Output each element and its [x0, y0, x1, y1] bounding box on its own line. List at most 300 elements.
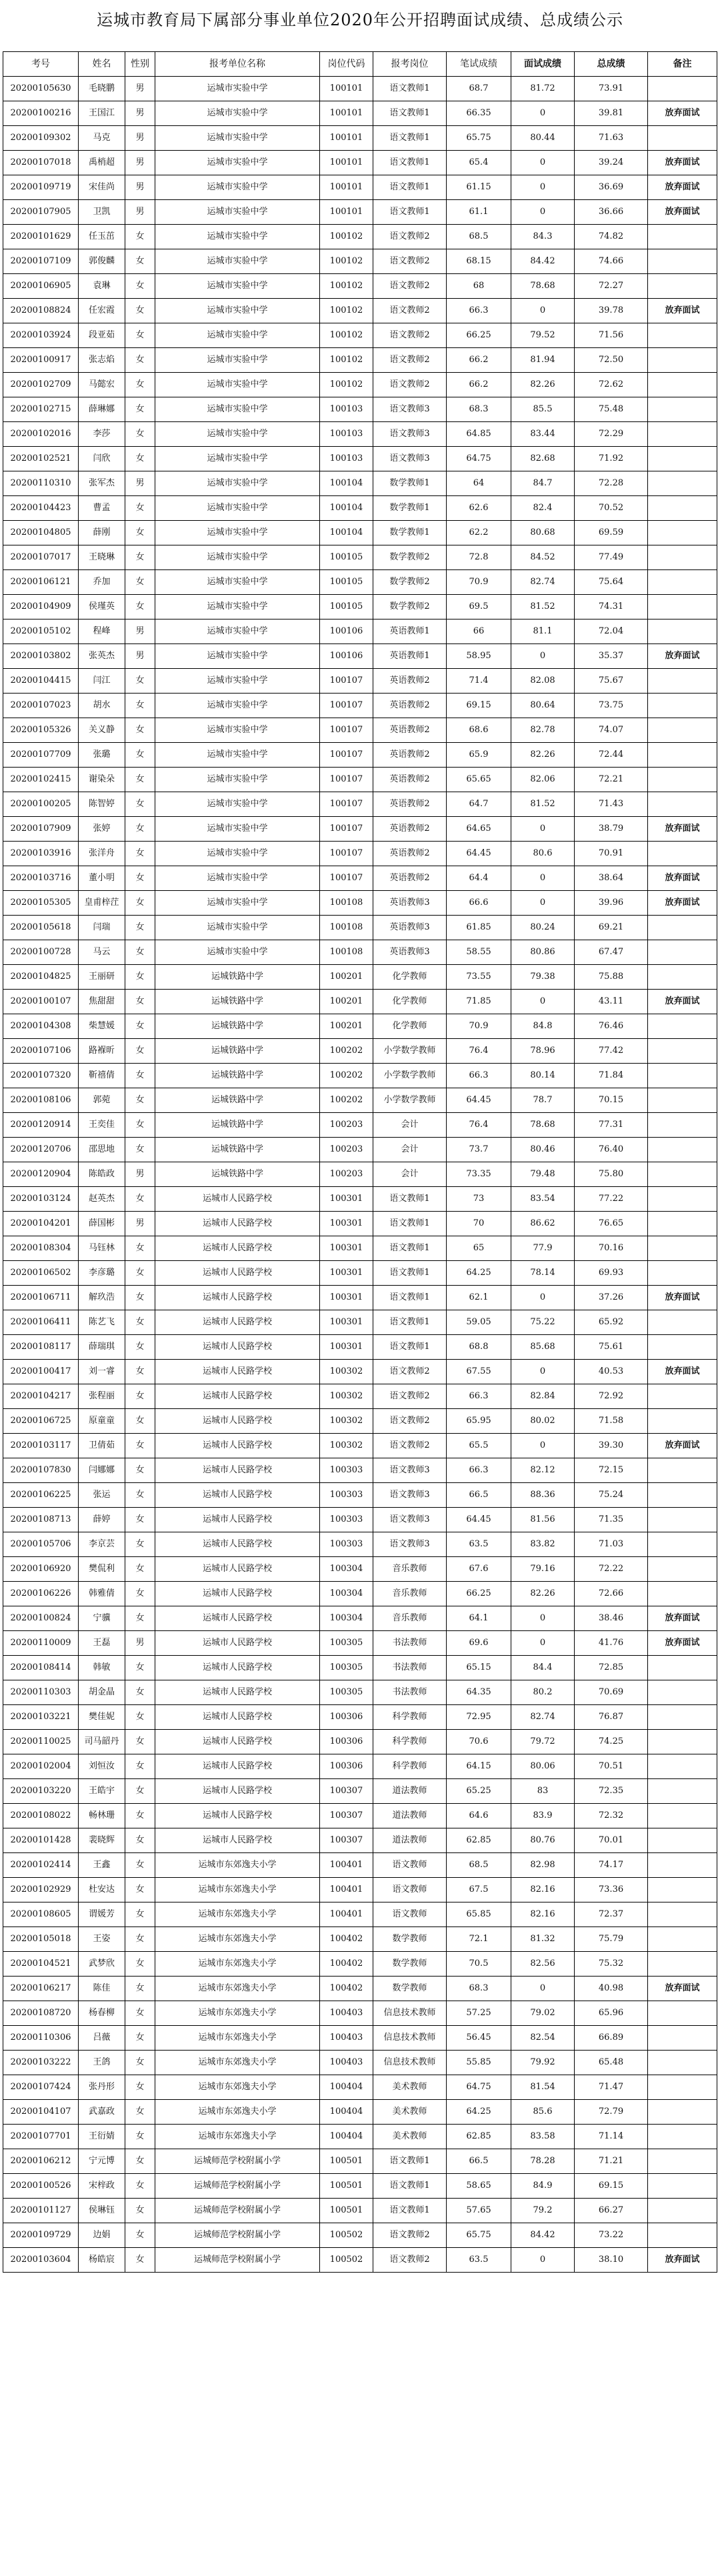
- cell-total-score: 73.22: [575, 2223, 648, 2248]
- table-row: [3, 77, 717, 101]
- cell-gender: 女: [125, 1532, 155, 1557]
- cell-post: 小学数学教师: [373, 1039, 447, 1064]
- cell-post: 音乐教师: [373, 1606, 447, 1631]
- cell-post-code: 100306: [320, 1705, 373, 1730]
- cell-written-score: 71.85: [447, 990, 511, 1014]
- cell-interview-score: 79.52: [511, 323, 575, 348]
- cell-post: 语文教师2: [373, 225, 447, 249]
- cell-name: 宋梓政: [79, 2174, 125, 2199]
- cell-written-score: 64.35: [447, 1680, 511, 1705]
- cell-unit: 运城市人民路学校: [155, 1286, 320, 1310]
- cell-exam-number: 20200104909: [3, 595, 79, 619]
- cell-unit: 运城铁路中学: [155, 1162, 320, 1187]
- cell-interview-score: 0: [511, 299, 575, 323]
- cell-exam-number: 20200104308: [3, 1014, 79, 1039]
- cell-unit: 运城铁路中学: [155, 1113, 320, 1138]
- cell-unit: 运城市实验中学: [155, 126, 320, 151]
- cell-gender: 男: [125, 471, 155, 496]
- cell-remark: [648, 397, 717, 422]
- table-row: [3, 2199, 717, 2223]
- cell-gender: 女: [125, 1187, 155, 1212]
- cell-post: 英语教师1: [373, 619, 447, 644]
- cell-interview-score: 75.22: [511, 1310, 575, 1335]
- cell-interview-score: 82.06: [511, 768, 575, 792]
- cell-unit: 运城师范学校附属小学: [155, 2223, 320, 2248]
- cell-interview-score: 0: [511, 891, 575, 916]
- table-row: [3, 1187, 717, 1212]
- cell-post: 语文教师2: [373, 348, 447, 373]
- cell-post-code: 100107: [320, 866, 373, 891]
- cell-written-score: 56.45: [447, 2026, 511, 2051]
- cell-written-score: 65.95: [447, 1409, 511, 1434]
- cell-interview-score: 80.2: [511, 1680, 575, 1705]
- cell-post: 道法教师: [373, 1779, 447, 1804]
- cell-exam-number: 20200103802: [3, 644, 79, 669]
- cell-gender: 女: [125, 2223, 155, 2248]
- cell-remark: [648, 940, 717, 965]
- cell-remark: [648, 1236, 717, 1261]
- cell-post: 语文教师3: [373, 1508, 447, 1532]
- cell-remark: [648, 323, 717, 348]
- cell-remark: [648, 1532, 717, 1557]
- cell-exam-number: 20200108720: [3, 2001, 79, 2026]
- cell-written-score: 64.45: [447, 1088, 511, 1113]
- cell-unit: 运城市实验中学: [155, 348, 320, 373]
- cell-written-score: 73: [447, 1187, 511, 1212]
- cell-exam-number: 20200104423: [3, 496, 79, 521]
- cell-interview-score: 81.54: [511, 2075, 575, 2100]
- cell-interview-score: 80.24: [511, 916, 575, 940]
- cell-post-code: 100101: [320, 175, 373, 200]
- cell-exam-number: 20200109302: [3, 126, 79, 151]
- cell-name: 张婷: [79, 817, 125, 842]
- cell-name: 郭俊麟: [79, 249, 125, 274]
- cell-interview-score: 0: [511, 1977, 575, 2001]
- cell-name: 段亚茹: [79, 323, 125, 348]
- cell-remark: 放弃面试: [648, 299, 717, 323]
- cell-post-code: 100201: [320, 1014, 373, 1039]
- cell-total-score: 38.10: [575, 2248, 648, 2273]
- cell-exam-number: 20200102004: [3, 1754, 79, 1779]
- cell-total-score: 65.96: [575, 2001, 648, 2026]
- cell-post: 语文教师3: [373, 1483, 447, 1508]
- cell-post-code: 100105: [320, 570, 373, 595]
- cell-post-code: 100401: [320, 1878, 373, 1902]
- cell-gender: 男: [125, 1162, 155, 1187]
- cell-interview-score: 82.68: [511, 447, 575, 471]
- cell-name: 李彦璐: [79, 1261, 125, 1286]
- table-row: [3, 1952, 717, 1977]
- cell-written-score: 68.3: [447, 397, 511, 422]
- cell-name: 吕薇: [79, 2026, 125, 2051]
- cell-post-code: 100401: [320, 1853, 373, 1878]
- cell-name: 司马韶丹: [79, 1730, 125, 1754]
- cell-remark: [648, 1656, 717, 1680]
- cell-name: 谢染朵: [79, 768, 125, 792]
- cell-post: 英语教师2: [373, 866, 447, 891]
- cell-post-code: 100403: [320, 2051, 373, 2075]
- cell-gender: 女: [125, 768, 155, 792]
- cell-written-score: 64.7: [447, 792, 511, 817]
- cell-unit: 运城市实验中学: [155, 323, 320, 348]
- cell-post: 语文教师2: [373, 2248, 447, 2273]
- cell-gender: 女: [125, 2125, 155, 2149]
- cell-remark: [648, 1212, 717, 1236]
- cell-post-code: 100103: [320, 397, 373, 422]
- cell-post: 数学教师: [373, 1952, 447, 1977]
- table-row: [3, 1532, 717, 1557]
- table-row: [3, 2075, 717, 2100]
- cell-exam-number: 20200107701: [3, 2125, 79, 2149]
- cell-exam-number: 20200106411: [3, 1310, 79, 1335]
- cell-remark: 放弃面试: [648, 866, 717, 891]
- cell-remark: 放弃面试: [648, 990, 717, 1014]
- cell-written-score: 62.85: [447, 1828, 511, 1853]
- cell-exam-number: 20200100216: [3, 101, 79, 126]
- cell-unit: 运城市实验中学: [155, 570, 320, 595]
- cell-post-code: 100303: [320, 1458, 373, 1483]
- cell-remark: 放弃面试: [648, 1434, 717, 1458]
- cell-post-code: 100302: [320, 1360, 373, 1384]
- cell-total-score: 41.76: [575, 1631, 648, 1656]
- cell-gender: 女: [125, 1977, 155, 2001]
- table-body: [3, 77, 717, 2273]
- cell-post-code: 100301: [320, 1335, 373, 1360]
- cell-gender: 女: [125, 940, 155, 965]
- cell-remark: [648, 2199, 717, 2223]
- cell-gender: 女: [125, 545, 155, 570]
- cell-written-score: 64.15: [447, 1754, 511, 1779]
- cell-gender: 女: [125, 225, 155, 249]
- cell-post-code: 100107: [320, 842, 373, 866]
- cell-name: 袁琳: [79, 274, 125, 299]
- cell-post-code: 100402: [320, 1927, 373, 1952]
- table-row: [3, 2051, 717, 2075]
- cell-total-score: 75.88: [575, 965, 648, 990]
- cell-written-score: 65.15: [447, 1656, 511, 1680]
- cell-post: 英语教师3: [373, 940, 447, 965]
- cell-name: 薛琳娜: [79, 397, 125, 422]
- cell-interview-score: 83.44: [511, 422, 575, 447]
- table-header-row: [3, 52, 717, 77]
- cell-interview-score: 78.14: [511, 1261, 575, 1286]
- table-row: [3, 397, 717, 422]
- cell-name: 陈艺飞: [79, 1310, 125, 1335]
- cell-gender: 女: [125, 2075, 155, 2100]
- cell-unit: 运城市人民路学校: [155, 1236, 320, 1261]
- cell-post: 英语教师2: [373, 669, 447, 694]
- cell-post-code: 100302: [320, 1409, 373, 1434]
- cell-remark: 放弃面试: [648, 1977, 717, 2001]
- cell-unit: 运城市实验中学: [155, 521, 320, 545]
- cell-exam-number: 20200103916: [3, 842, 79, 866]
- cell-post-code: 100403: [320, 2026, 373, 2051]
- cell-interview-score: 80.64: [511, 694, 575, 718]
- cell-post: 科学教师: [373, 1754, 447, 1779]
- cell-exam-number: 20200107109: [3, 249, 79, 274]
- cell-total-score: 70.15: [575, 1088, 648, 1113]
- table-row: [3, 1310, 717, 1335]
- cell-unit: 运城市人民路学校: [155, 1680, 320, 1705]
- table-row: [3, 1705, 717, 1730]
- cell-gender: 女: [125, 1754, 155, 1779]
- cell-post-code: 100301: [320, 1286, 373, 1310]
- cell-name: 刘一睿: [79, 1360, 125, 1384]
- cell-written-score: 64.25: [447, 2100, 511, 2125]
- cell-gender: 女: [125, 2051, 155, 2075]
- cell-gender: 女: [125, 570, 155, 595]
- table-row: [3, 1902, 717, 1927]
- cell-remark: [648, 77, 717, 101]
- cell-gender: 女: [125, 1779, 155, 1804]
- cell-name: 杨皓宸: [79, 2248, 125, 2273]
- cell-unit: 运城市人民路学校: [155, 1754, 320, 1779]
- cell-unit: 运城市实验中学: [155, 447, 320, 471]
- table-row: [3, 866, 717, 891]
- cell-exam-number: 20200101127: [3, 2199, 79, 2223]
- cell-total-score: 71.21: [575, 2149, 648, 2174]
- cell-unit: 运城市人民路学校: [155, 1360, 320, 1384]
- cell-name: 陈皓政: [79, 1162, 125, 1187]
- table-row: [3, 1853, 717, 1878]
- cell-total-score: 71.84: [575, 1064, 648, 1088]
- cell-name: 闫欣: [79, 447, 125, 471]
- cell-written-score: 65.25: [447, 1779, 511, 1804]
- cell-unit: 运城市实验中学: [155, 274, 320, 299]
- cell-exam-number: 20200110306: [3, 2026, 79, 2051]
- cell-unit: 运城市实验中学: [155, 422, 320, 447]
- cell-remark: [648, 2223, 717, 2248]
- cell-post-code: 100301: [320, 1261, 373, 1286]
- cell-name: 张程丽: [79, 1384, 125, 1409]
- cell-remark: [648, 1162, 717, 1187]
- cell-written-score: 65.75: [447, 126, 511, 151]
- cell-post-code: 100102: [320, 299, 373, 323]
- cell-total-score: 74.25: [575, 1730, 648, 1754]
- cell-interview-score: 83.54: [511, 1187, 575, 1212]
- cell-exam-number: 20200120706: [3, 1138, 79, 1162]
- cell-remark: [648, 1187, 717, 1212]
- cell-total-score: 65.48: [575, 2051, 648, 2075]
- cell-gender: 女: [125, 1656, 155, 1680]
- cell-unit: 运城市实验中学: [155, 916, 320, 940]
- cell-name: 陈佳: [79, 1977, 125, 2001]
- cell-name: 张丹形: [79, 2075, 125, 2100]
- cell-exam-number: 20200107905: [3, 200, 79, 225]
- cell-name: 靳禧倩: [79, 1064, 125, 1088]
- cell-gender: 女: [125, 1039, 155, 1064]
- cell-exam-number: 20200102415: [3, 768, 79, 792]
- table-row: [3, 323, 717, 348]
- cell-exam-number: 20200100728: [3, 940, 79, 965]
- cell-name: 毛晓鹏: [79, 77, 125, 101]
- cell-exam-number: 20200108713: [3, 1508, 79, 1532]
- cell-exam-number: 20200102521: [3, 447, 79, 471]
- cell-post-code: 100104: [320, 521, 373, 545]
- cell-total-score: 72.27: [575, 274, 648, 299]
- cell-interview-score: 82.16: [511, 1878, 575, 1902]
- cell-post: 语文教师1: [373, 2149, 447, 2174]
- cell-exam-number: 20200104201: [3, 1212, 79, 1236]
- cell-interview-score: 80.68: [511, 521, 575, 545]
- cell-interview-score: 0: [511, 1286, 575, 1310]
- cell-gender: 女: [125, 792, 155, 817]
- table-row: [3, 2100, 717, 2125]
- table-row: [3, 1236, 717, 1261]
- cell-post: 语文教师1: [373, 1236, 447, 1261]
- cell-post: 语文教师2: [373, 274, 447, 299]
- cell-exam-number: 20200107017: [3, 545, 79, 570]
- cell-unit: 运城市东郊逸夫小学: [155, 2051, 320, 2075]
- cell-total-score: 77.22: [575, 1187, 648, 1212]
- cell-name: 柴慧媛: [79, 1014, 125, 1039]
- cell-total-score: 70.52: [575, 496, 648, 521]
- cell-name: 王磊: [79, 1631, 125, 1656]
- cell-gender: 女: [125, 422, 155, 447]
- cell-post: 语文教师2: [373, 1360, 447, 1384]
- cell-total-score: 38.64: [575, 866, 648, 891]
- cell-remark: [648, 1582, 717, 1606]
- table-row: [3, 1508, 717, 1532]
- cell-total-score: 74.07: [575, 718, 648, 743]
- cell-gender: 女: [125, 373, 155, 397]
- cell-unit: 运城市实验中学: [155, 842, 320, 866]
- cell-written-score: 64.1: [447, 1606, 511, 1631]
- cell-remark: [648, 225, 717, 249]
- cell-gender: 女: [125, 1828, 155, 1853]
- cell-interview-score: 82.84: [511, 1384, 575, 1409]
- table-row: [3, 1434, 717, 1458]
- cell-unit: 运城铁路中学: [155, 965, 320, 990]
- cell-total-score: 71.56: [575, 323, 648, 348]
- cell-total-score: 72.29: [575, 422, 648, 447]
- cell-unit: 运城市人民路学校: [155, 1434, 320, 1458]
- cell-name: 王鑫: [79, 1853, 125, 1878]
- cell-total-score: 69.15: [575, 2174, 648, 2199]
- cell-remark: [648, 1730, 717, 1754]
- cell-post-code: 100302: [320, 1434, 373, 1458]
- cell-unit: 运城市东郊逸夫小学: [155, 1853, 320, 1878]
- cell-exam-number: 20200107018: [3, 151, 79, 175]
- cell-written-score: 67.55: [447, 1360, 511, 1384]
- cell-exam-number: 20200105706: [3, 1532, 79, 1557]
- table-row: [3, 2026, 717, 2051]
- cell-gender: 男: [125, 200, 155, 225]
- cell-interview-score: 80.76: [511, 1828, 575, 1853]
- cell-post: 语文教师3: [373, 1458, 447, 1483]
- cell-name: 乔加: [79, 570, 125, 595]
- cell-post: 语文教师2: [373, 299, 447, 323]
- cell-written-score: 57.25: [447, 2001, 511, 2026]
- cell-name: 王丽研: [79, 965, 125, 990]
- cell-gender: 女: [125, 1606, 155, 1631]
- cell-written-score: 64.6: [447, 1804, 511, 1828]
- cell-written-score: 67.5: [447, 1878, 511, 1902]
- table-row: [3, 743, 717, 768]
- cell-total-score: 35.37: [575, 644, 648, 669]
- cell-total-score: 72.66: [575, 1582, 648, 1606]
- cell-total-score: 40.53: [575, 1360, 648, 1384]
- cell-post-code: 100304: [320, 1557, 373, 1582]
- cell-written-score: 64.75: [447, 2075, 511, 2100]
- cell-post: 科学教师: [373, 1730, 447, 1754]
- table-row: [3, 496, 717, 521]
- cell-post: 书法教师: [373, 1656, 447, 1680]
- cell-interview-score: 84.4: [511, 1656, 575, 1680]
- cell-post: 化学教师: [373, 965, 447, 990]
- cell-remark: 放弃面试: [648, 200, 717, 225]
- cell-post: 道法教师: [373, 1804, 447, 1828]
- cell-interview-score: 0: [511, 817, 575, 842]
- cell-gender: 男: [125, 644, 155, 669]
- cell-unit: 运城铁路中学: [155, 1039, 320, 1064]
- cell-remark: [648, 249, 717, 274]
- cell-unit: 运城市人民路学校: [155, 1212, 320, 1236]
- cell-gender: 女: [125, 2174, 155, 2199]
- cell-exam-number: 20200106121: [3, 570, 79, 595]
- header-written-score: 笔试成绩: [447, 52, 511, 77]
- cell-unit: 运城市人民路学校: [155, 1532, 320, 1557]
- cell-post: 美术教师: [373, 2125, 447, 2149]
- cell-total-score: 38.79: [575, 817, 648, 842]
- cell-post: 会计: [373, 1138, 447, 1162]
- cell-name: 马懿宏: [79, 373, 125, 397]
- cell-written-score: 70.6: [447, 1730, 511, 1754]
- cell-remark: [648, 1754, 717, 1779]
- cell-remark: [648, 373, 717, 397]
- cell-post: 语文教师1: [373, 1335, 447, 1360]
- cell-gender: 女: [125, 1557, 155, 1582]
- cell-written-score: 64.25: [447, 1261, 511, 1286]
- cell-interview-score: 0: [511, 200, 575, 225]
- cell-interview-score: 79.92: [511, 2051, 575, 2075]
- cell-written-score: 65.5: [447, 1434, 511, 1458]
- cell-written-score: 63.5: [447, 1532, 511, 1557]
- cell-post: 语文教师1: [373, 126, 447, 151]
- cell-written-score: 68.15: [447, 249, 511, 274]
- cell-post: 语文教师: [373, 1878, 447, 1902]
- table-row: [3, 669, 717, 694]
- cell-written-score: 65: [447, 1236, 511, 1261]
- cell-name: 曹孟: [79, 496, 125, 521]
- cell-post: 语文教师1: [373, 1261, 447, 1286]
- cell-name: 王奕佳: [79, 1113, 125, 1138]
- cell-gender: 女: [125, 1705, 155, 1730]
- cell-exam-number: 20200103924: [3, 323, 79, 348]
- cell-remark: 放弃面试: [648, 644, 717, 669]
- cell-interview-score: 88.36: [511, 1483, 575, 1508]
- cell-gender: 女: [125, 1853, 155, 1878]
- cell-interview-score: 81.32: [511, 1927, 575, 1952]
- cell-interview-score: 82.98: [511, 1853, 575, 1878]
- cell-name: 韩雅倩: [79, 1582, 125, 1606]
- cell-name: 路褓昕: [79, 1039, 125, 1064]
- table-row: [3, 1754, 717, 1779]
- cell-total-score: 39.78: [575, 299, 648, 323]
- cell-interview-score: 81.72: [511, 77, 575, 101]
- cell-post: 数学教师2: [373, 545, 447, 570]
- cell-exam-number: 20200106225: [3, 1483, 79, 1508]
- cell-written-score: 63.5: [447, 2248, 511, 2273]
- cell-remark: [648, 1902, 717, 1927]
- cell-post: 语文教师2: [373, 249, 447, 274]
- cell-total-score: 69.21: [575, 916, 648, 940]
- cell-written-score: 65.9: [447, 743, 511, 768]
- cell-exam-number: 20200102414: [3, 1853, 79, 1878]
- cell-post-code: 100102: [320, 274, 373, 299]
- cell-interview-score: 82.26: [511, 373, 575, 397]
- cell-post: 语文教师3: [373, 422, 447, 447]
